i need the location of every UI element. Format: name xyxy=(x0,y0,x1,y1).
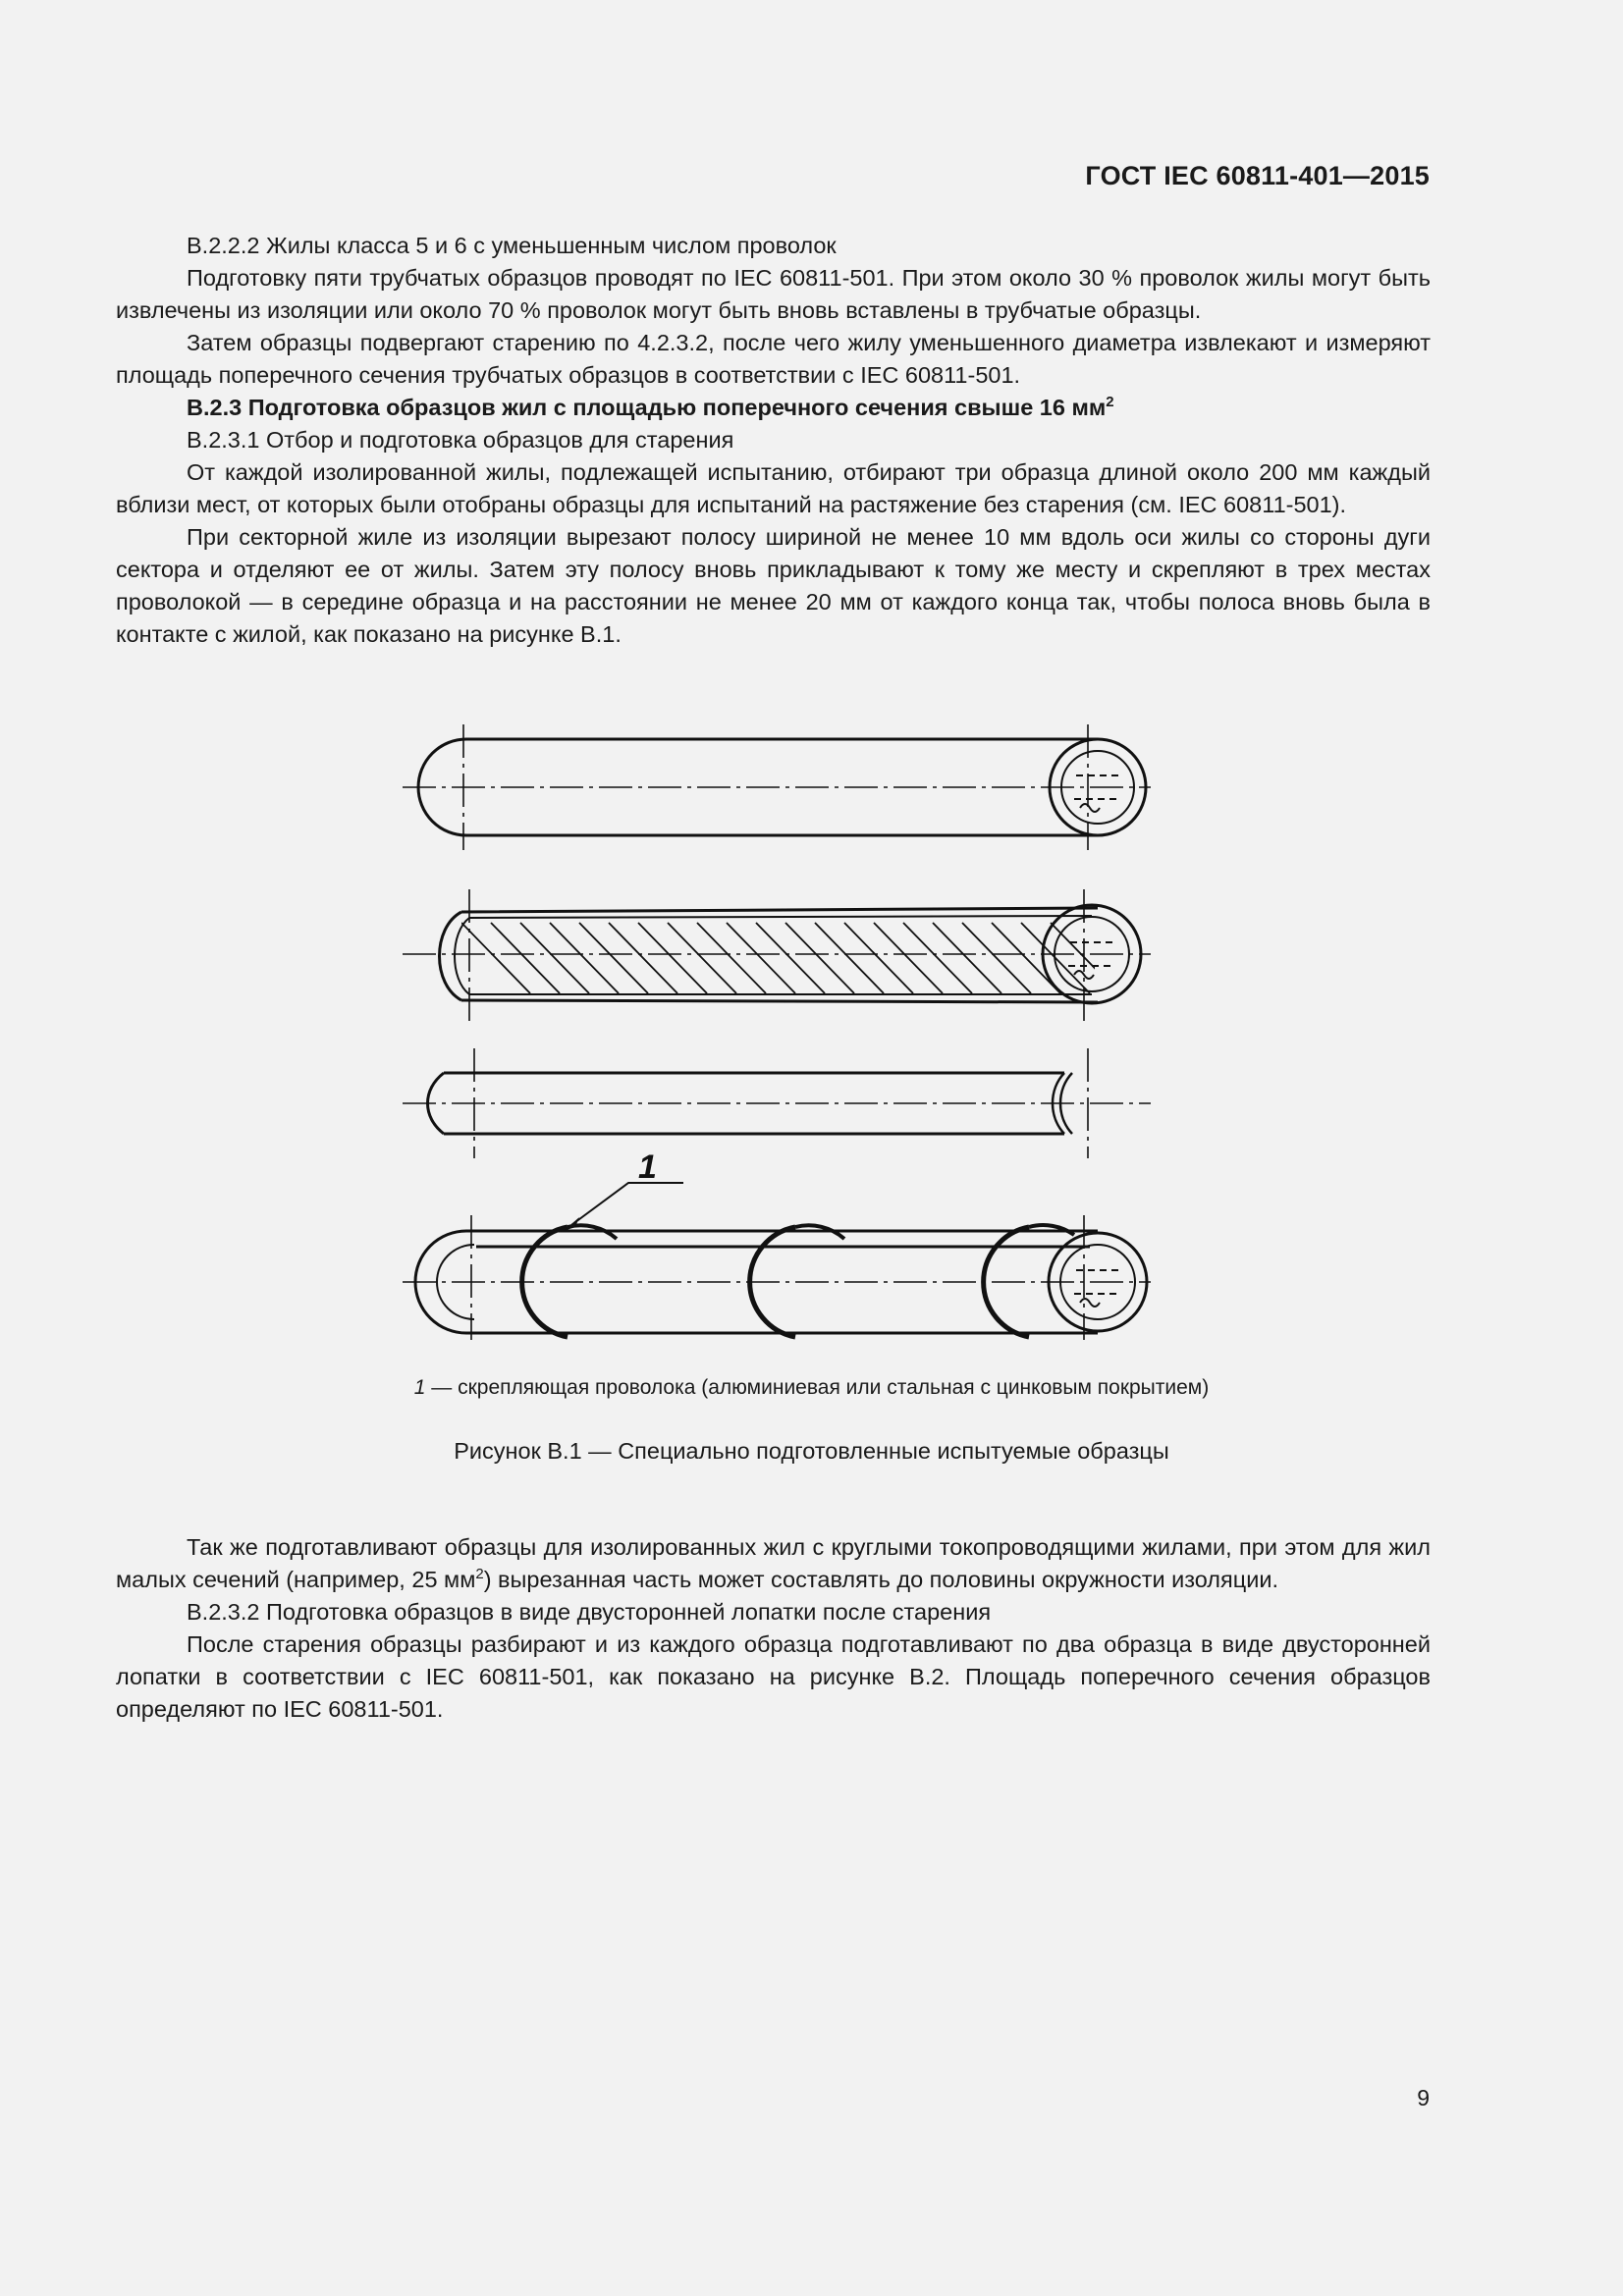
legend-text: — скрепляющая проволока (алюминиевая или стальная с цинковым покрытием) xyxy=(425,1376,1210,1399)
clause-b-2-3-1-heading: В.2.3.1 Отбор и подготовка образцов для старения xyxy=(187,427,734,453)
legend-number: 1 xyxy=(413,1376,426,1399)
callout-number: 1 xyxy=(638,1148,657,1186)
clause-b-2-3-heading xyxy=(116,392,1431,424)
superscript: 2 xyxy=(1106,394,1114,410)
paragraph-part: Так же подготавливают образцы для изолированных жил с круглыми токопроводящими жилами, при этом для жил малых сечений (например, 25 мм xyxy=(116,1534,1431,1592)
figure-b1-drawing xyxy=(393,712,1178,1340)
superscript: 2 xyxy=(475,1566,484,1582)
paragraph: После старения образцы разбирают и из каждого образца подготавливают по два образца в виде двусторонней лопатки в соответствии с IEC 60811-501, как показано на рисунке В.2. Площадь поперечного сечения образцов определяют по IEC 60811-501. xyxy=(116,1631,1431,1722)
paragraph-part: ) вырезанная часть может составлять до половины окружности изоляции. xyxy=(483,1567,1278,1592)
wire-loop xyxy=(750,1225,844,1337)
wire-loop xyxy=(522,1225,617,1337)
specimen-with-wire-loops xyxy=(415,1225,1147,1337)
paragraph: От каждой изолированной жилы, подлежащей испытанию, отбирают три образца длиной около 200 мм каждый вблизи мест, от которых были отобраны образцы для испытаний на растяжение без старения (см. IEC 60811-501). xyxy=(116,459,1431,517)
document-header-title: ГОСТ IEC 60811-401—2015 xyxy=(1085,161,1430,190)
paragraph: Затем образцы подвергают старению по 4.2.3.2, после чего жилу уменьшенного диаметра извлекают и измеряют площадь поперечного сечения трубчатых образцов в соответствии с IEC 60811-501. xyxy=(116,330,1431,388)
paragraph: При секторной жиле из изоляции вырезают полосу шириной не менее 10 мм вдоль оси жилы со стороны дуги сектора и отделяют ее от жилы. Затем эту полосу вновь прикладывают к тому же месту и скрепляют в трех местах проволокой — в середине образца и на расстоянии не менее 20 мм от каждого конца так, чтобы полоса вновь была в контакте с жилой, как показано на рисунке В.1. xyxy=(116,524,1431,647)
clause-b-2-3-heading-text: В.2.3 Подготовка образцов жил с площадью поперечного сечения свыше 16 мм xyxy=(187,395,1107,420)
clause-b-2-3-2-heading: В.2.3.2 Подготовка образцов в виде двусторонней лопатки после старения xyxy=(187,1599,992,1625)
paragraph xyxy=(116,1531,1431,1596)
page-number: 9 xyxy=(1417,2085,1430,2110)
clause-b-2-2-2-heading: В.2.2.2 Жилы класса 5 и 6 с уменьшенным числом проволок xyxy=(187,233,837,258)
figure-caption: Рисунок В.1 — Специально подготовленные испытуемые образцы xyxy=(454,1438,1169,1464)
figure-legend xyxy=(0,1376,1623,1400)
text-block-upper xyxy=(116,230,1431,651)
paragraph: Подготовку пяти трубчатых образцов проводят по IEC 60811-501. При этом около 30 % проволок жилы могут быть извлечены из изоляции или около 70 % проволок могут быть вновь вставлены в трубчатые образцы. xyxy=(116,265,1431,323)
specimen-stranded-core xyxy=(440,905,1142,1003)
text-block-lower xyxy=(116,1531,1431,1726)
